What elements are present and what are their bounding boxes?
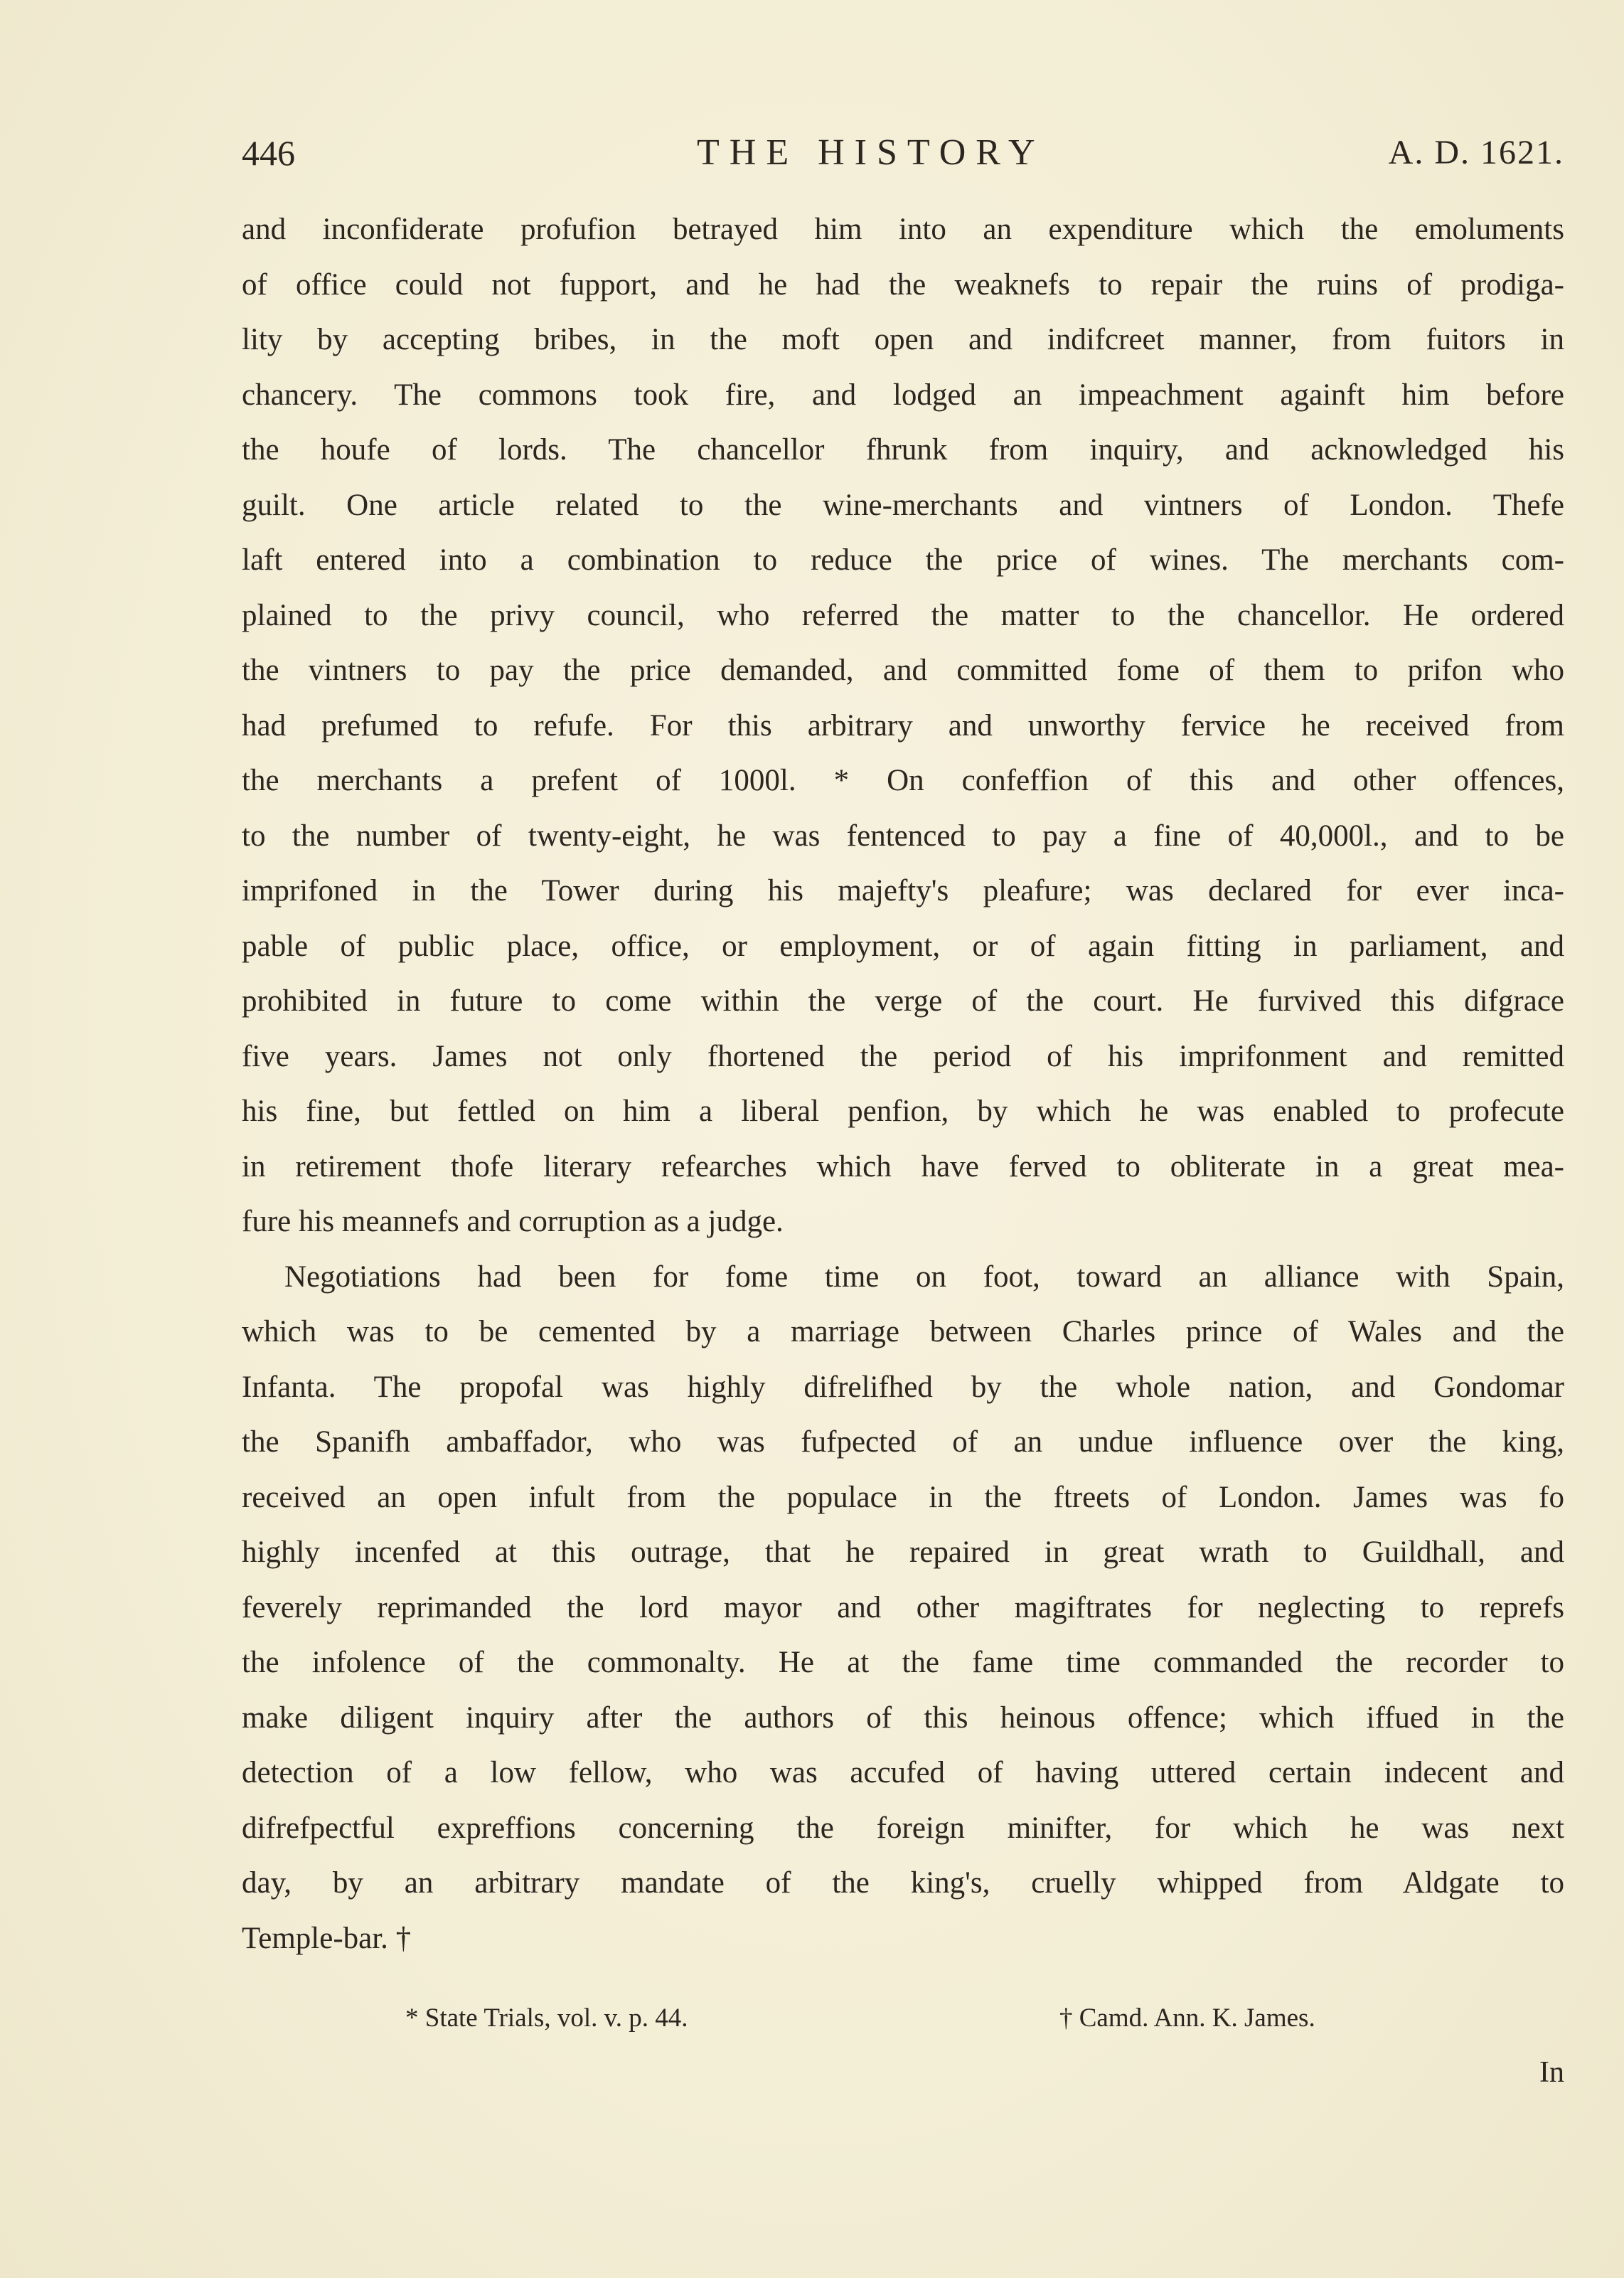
text-line: Temple-bar. † [242,1921,412,1955]
text-line: five years. James not only fhortened the period of his imprifonment and remitted [242,1039,1564,1073]
text-line: prohibited in future to come within the verge of the court. He furvived this difgrace [242,984,1564,1018]
text-line: which was to be cemented by a marriage between Charles prince of Wales and the [242,1315,1564,1348]
footnote-state-trials: * State Trials, vol. v. p. 44. [405,2003,688,2033]
text-line: imprifoned in the Tower during his majefty's pleafure; was declared for ever inca- [242,874,1564,908]
text-line: guilt. One article related to the wine-merchants and vintners of London. Thefe [242,488,1564,522]
text-line: Infanta. The propofal was highly difrelifhed by the whole nation, and Gondomar [242,1370,1564,1404]
text-line: make diligent inquiry after the authors of this heinous offence; which iffued in the [242,1700,1564,1735]
page-number: 446 [242,133,295,173]
text-line: had prefumed to refufe. For this arbitrary and unworthy fervice he received from [242,708,1564,743]
catchword: In [1539,2056,1564,2089]
text-line: fure his meannefs and corruption as a judge. [242,1205,784,1238]
text-line: the infolence of the commonalty. He at the fame time commanded the recorder to [242,1646,1564,1679]
text-line: the houfe of lords. The chancellor fhrunk from inquiry, and acknowledged his [242,433,1564,467]
text-line: his fine, but fettled on him a liberal penfion, by which he was enabled to profecute [242,1095,1564,1128]
text-line: highly incenfed at this outrage, that he repaired in great wrath to Guildhall, and [242,1535,1564,1569]
text-line: of office could not fupport, and he had the weaknefs to repair the ruins of prodiga- [242,267,1564,302]
text-line: detection of a low fellow, who was accufed of having uttered certain indecent and [242,1756,1564,1789]
text-line: feverely reprimanded the lord mayor and other magiftrates for neglecting to reprefs [242,1590,1564,1624]
text-line: the merchants a prefent of 1000l. * On confeffion of this and other offences, [242,764,1564,797]
footnote-camden: † Camd. Ann. K. James. [1059,2003,1315,2033]
text-line: laft entered into a combination to reduce the price of wines. The merchants com- [242,543,1564,577]
footnotes [242,1997,1564,2040]
text-line: the vintners to pay the price demanded, and committed fome of them to prifon who [242,654,1564,687]
text-line: lity by accepting bribes, in the moft open and indifcreet manner, from fuitors in [242,323,1564,356]
text-line: received an open infult from the populace in the ftreets of London. James was fo [242,1480,1564,1514]
running-head [242,124,1564,181]
year-marker: A. D. 1621. [1388,134,1564,171]
paragraph-1 [242,202,1564,1250]
text-line: to the number of twenty-eight, he was fentenced to pay a fine of 40,000l., and to be [242,819,1564,853]
paragraph-2 [242,1250,1564,1966]
text-line: difrefpectful expreffions concerning the foreign minifter, for which he was next [242,1811,1564,1845]
text-line: Negotiations had been for fome time on foot, toward an alliance with Spain, [284,1260,1564,1294]
text-line: chancery. The commons took fire, and lodged an impeachment againft him before [242,378,1564,412]
text-line: pable of public place, office, or employment, or of again fitting in parliament, and [242,929,1564,963]
text-line: and inconfiderate profufion betrayed him into an expenditure which the emoluments [242,213,1564,246]
running-title: THE HISTORY [697,132,1045,173]
text-line: the Spanifh ambaffador, who was fufpected of an undue influence over the king, [242,1425,1564,1459]
text-line: plained to the privy council, who referred the matter to the chancellor. He ordered [242,598,1564,632]
text-line: day, by an arbitrary mandate of the king's, cruelly whipped from Aldgate to [242,1866,1564,1900]
body-text [242,202,1564,1966]
text-line: in retirement thofe literary refearches which have ferved to obliterate in a great mea- [242,1149,1564,1183]
